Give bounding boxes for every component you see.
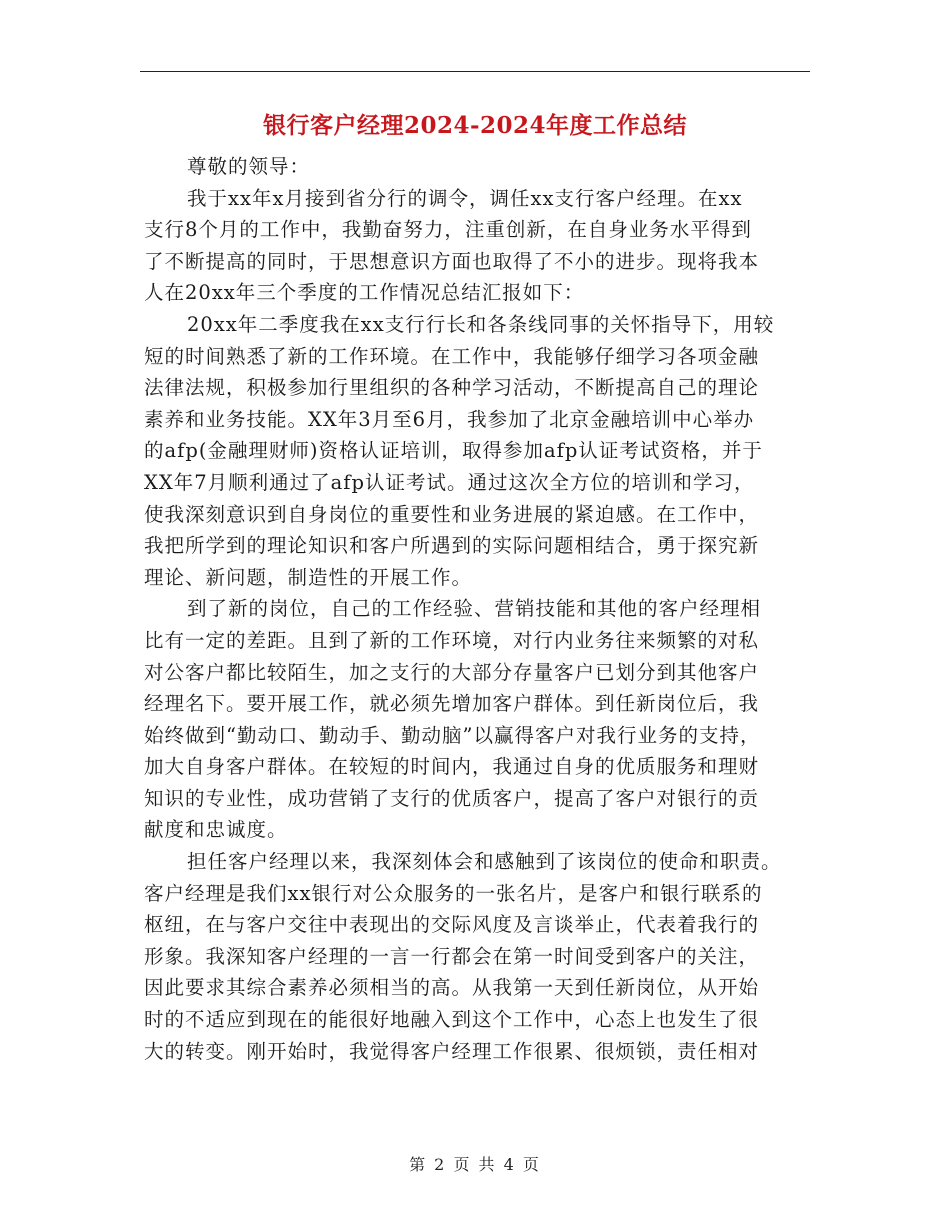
paragraph-line: XX年7月顺利通过了afp认证考试。通过这次全方位的培训和学习， [144,470,755,494]
salutation: 尊敬的领导： [187,155,311,178]
header-rule [140,71,810,72]
paragraph-line: 担任客户经理以来，我深刻体会和感触到了该岗位的使命和职责。 [187,850,782,874]
paragraph-line: 素养和业务技能。XX年3月至6月，我参加了北京金融培训中心举办 [144,407,755,431]
paragraph-line: 大的转变。刚开始时，我觉得客户经理工作很累、很烦锁，责任相对 [144,1039,760,1063]
paragraph-line: 使我深刻意识到自身岗位的重要性和业务进展的紧迫感。在工作中， [144,502,760,526]
paragraph-line: 我把所学到的理论知识和客户所遇到的实际问题相结合，勇于探究新 [144,534,760,558]
paragraph-line: 对公客户都比较陌生，加之支行的大部分存量客户已划分到其他客户 [144,660,760,684]
paragraph-line: 我于xx年x月接到省分行的调令，调任xx支行客户经理。在xx [187,186,743,210]
paragraph-line: 人在20xx年三个季度的工作情况总结汇报如下： [144,281,585,305]
paragraph-line: 时的不适应到现在的能很好地融入到这个工作中，心态上也发生了很 [144,1008,760,1032]
paragraph-line: 客户经理是我们xx银行对公众服务的一张名片，是客户和银行联系的 [144,881,763,905]
paragraph-line: 献度和忠诚度。 [144,818,288,842]
paragraph-line: 的afp(金融理财师)资格认证培训，取得参加afp认证考试资格，并于 [144,439,763,463]
paragraph-line: 理论、新问题，制造性的开展工作。 [144,565,473,589]
page-number-footer: 第 2 页 共 4 页 [409,1155,541,1174]
paragraph-line: 加大自身客户群体。在较短的时间内，我通过自身的优质服务和理财 [144,755,760,779]
document-body [144,151,810,1067]
paragraph-line: 知识的专业性，成功营销了支行的优质客户，提高了客户对银行的贡 [144,786,760,810]
paragraph-line: 枢纽，在与客户交往中表现出的交际风度及言谈举止，代表着我行的 [144,913,760,937]
paragraph-line: 20xx年二季度我在xx支行行长和各条线同事的关怀指导下，用较 [187,312,775,336]
paragraph-line: 短的时间熟悉了新的工作环境。在工作中，我能够仔细学习各项金融 [144,344,760,368]
paragraph-line: 支行8个月的工作中，我勤奋努力，注重创新，在自身业务水平得到 [144,218,752,242]
paragraph-line: 因此要求其综合素养必须相当的高。从我第一天到任新岗位，从开始 [144,976,760,1000]
paragraph-line: 比有一定的差距。且到了新的工作环境，对行内业务往来频繁的对私 [144,628,760,652]
paragraph-line: 法律法规，积极参加行里组织的各种学习活动，不断提高自己的理论 [144,376,760,400]
document-title: 银行客户经理2024-2024年度工作总结 [262,112,688,139]
paragraph-line: 形象。我深知客户经理的一言一行都会在第一时间受到客户的关注， [144,944,760,968]
paragraph-line: 经理名下。要开展工作，就必须先增加客户群体。到任新岗位后，我 [144,692,760,716]
paragraph-line: 始终做到“勤动口、勤动手、勤动脑”以赢得客户对我行业务的支持， [144,723,761,747]
paragraph-line: 到了新的岗位，自己的工作经验、营销技能和其他的客户经理相 [187,597,762,621]
paragraph-line: 了不断提高的同时，于思想意识方面也取得了不小的进步。现将我本 [144,249,760,273]
